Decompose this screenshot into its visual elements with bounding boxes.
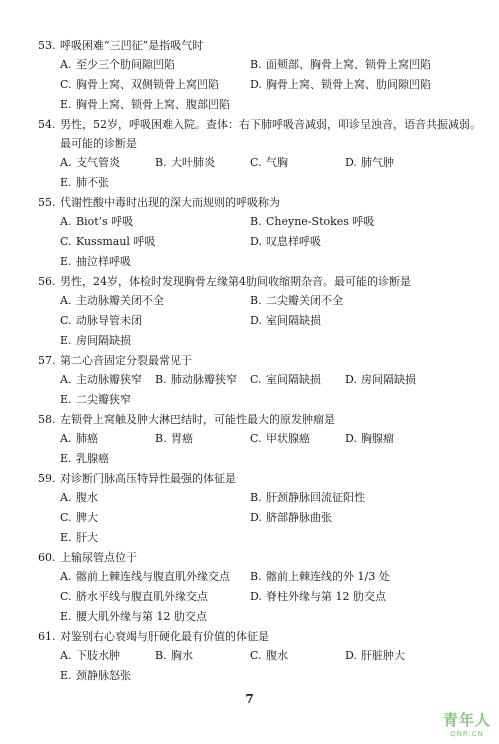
question-item: [38, 548, 468, 627]
question-stem: [38, 193, 468, 212]
option-letter: E.: [60, 393, 72, 406]
question-stem: [38, 36, 468, 55]
answer-option: [60, 488, 250, 508]
option-list: [38, 567, 468, 627]
answer-option: [155, 646, 250, 666]
answer-option: [250, 153, 345, 173]
option-text: 胸腺瘤: [361, 432, 394, 445]
question-number: 56.: [38, 275, 56, 288]
option-letter: E.: [60, 531, 72, 544]
option-letter: D.: [345, 649, 357, 662]
option-text: 房间隔缺损: [361, 373, 416, 386]
question-text: 第二心音固定分裂最常见于: [60, 354, 192, 367]
question-number: 60.: [38, 551, 56, 564]
answer-option: [60, 232, 250, 252]
answer-option: [60, 587, 250, 607]
option-text: 面颊部、胸骨上窝、锁骨上窝凹陷: [266, 58, 431, 71]
option-text: 肺气肿: [361, 156, 394, 169]
watermark-domain: QNR.CN: [450, 730, 484, 738]
option-letter: C.: [60, 235, 72, 248]
option-text: 脊柱外缘与第 12 肋交点: [266, 590, 386, 603]
option-text: 肝颈静脉回流征阳性: [266, 491, 365, 504]
option-text: 抽泣样呼吸: [76, 255, 131, 268]
option-letter: A.: [60, 294, 72, 307]
option-list: [38, 370, 468, 410]
option-text: 胃癌: [171, 432, 193, 445]
option-letter: C.: [60, 511, 72, 524]
answer-option: [345, 429, 440, 449]
option-text: 动脉导管未闭: [76, 314, 142, 327]
answer-option: [155, 370, 250, 390]
answer-option: [60, 311, 250, 331]
question-stem: [38, 548, 468, 567]
option-letter: C.: [250, 156, 262, 169]
question-text: 对诊断门脉高压特异性最强的体征是: [60, 472, 236, 485]
answer-option: [250, 75, 440, 95]
answer-option: [60, 291, 250, 311]
option-letter: B.: [155, 156, 167, 169]
option-text: 大叶肺炎: [171, 156, 215, 169]
option-letter: B.: [155, 373, 167, 386]
question-number: 53.: [38, 39, 56, 52]
answer-option: [60, 55, 250, 75]
option-letter: A.: [60, 373, 72, 386]
answer-option: [250, 291, 440, 311]
option-text: 叹息样呼吸: [266, 235, 321, 248]
page-number: 7: [245, 692, 254, 706]
option-text: 下肢水肿: [76, 649, 120, 662]
option-letter: A.: [60, 215, 72, 228]
option-list: [38, 153, 468, 193]
answer-option: [60, 607, 460, 627]
question-text: 代谢性酸中毒时出现的深大而规则的呼吸称为: [60, 196, 280, 209]
option-letter: B.: [250, 58, 262, 71]
question-item: [38, 272, 468, 351]
option-letter: A.: [60, 156, 72, 169]
option-list: [38, 646, 468, 686]
option-letter: C.: [250, 432, 262, 445]
answer-option: [250, 488, 440, 508]
question-stem: [38, 115, 481, 134]
answer-option: [60, 567, 250, 587]
option-text: 肝脏肿大: [361, 649, 405, 662]
option-letter: C.: [60, 314, 72, 327]
option-letter: A.: [60, 432, 72, 445]
question-text: 男性，24岁，体检时发现胸骨左缘第4肋间收缩期杂音。最可能的诊断是: [60, 275, 411, 288]
option-text: Biot’s 呼吸: [76, 215, 134, 228]
question-text: 上输尿管点位于: [60, 551, 137, 564]
answer-option: [250, 370, 345, 390]
answer-option: [60, 331, 460, 351]
question-stem: [38, 469, 468, 488]
option-letter: A.: [60, 58, 72, 71]
option-text: 室间隔缺损: [266, 314, 321, 327]
option-text: 肺不张: [76, 176, 109, 189]
option-text: 腰大肌外缘与第 12 肋交点: [76, 610, 207, 623]
option-text: 至少三个肋间隙凹陷: [76, 58, 175, 71]
answer-option: [60, 252, 460, 272]
option-text: 乳腺癌: [76, 452, 109, 465]
option-list: [38, 488, 468, 548]
question-number: 54.: [38, 118, 56, 131]
answer-option: [60, 75, 250, 95]
option-letter: E.: [60, 334, 72, 347]
question-number: 57.: [38, 354, 56, 367]
question-text: 左锁骨上窝触及肿大淋巴结时，可能性最大的原发肿瘤是: [60, 413, 335, 426]
option-text: 腹水: [266, 649, 288, 662]
question-stem: [38, 627, 468, 646]
question-stem: [38, 410, 468, 429]
question-list: [38, 36, 481, 686]
answer-option: [60, 666, 460, 686]
answer-option: [60, 646, 155, 666]
question-item: [38, 410, 468, 469]
option-letter: E.: [60, 452, 72, 465]
option-text: 髂前上棘连线的外 1/3 处: [266, 570, 390, 583]
answer-option: [345, 370, 440, 390]
option-letter: E.: [60, 669, 72, 682]
option-text: 二尖瓣狭窄: [76, 393, 131, 406]
option-letter: B.: [250, 215, 262, 228]
option-text: 胸骨上窝、锁骨上窝、腹部凹陷: [76, 98, 230, 111]
option-letter: A.: [60, 649, 72, 662]
option-text: Cheyne-Stokes 呼吸: [266, 215, 375, 228]
answer-option: [60, 173, 460, 193]
option-text: 肺癌: [76, 432, 98, 445]
option-text: 腹水: [76, 491, 98, 504]
answer-option: [250, 232, 440, 252]
option-letter: D.: [345, 156, 357, 169]
option-text: 二尖瓣关闭不全: [266, 294, 343, 307]
question-number: 58.: [38, 413, 56, 426]
answer-option: [60, 429, 155, 449]
question-text: 男性，52岁，呼吸困难入院。查体：右下肺呼吸音减弱，叩诊呈浊音，语音共振减弱。: [60, 118, 481, 131]
answer-option: [250, 311, 440, 331]
option-text: 气胸: [266, 156, 288, 169]
question-item: [38, 351, 468, 410]
answer-option: [60, 153, 155, 173]
option-letter: B.: [155, 432, 167, 445]
answer-option: [60, 508, 250, 528]
option-letter: E.: [60, 98, 72, 111]
answer-option: [250, 567, 440, 587]
answer-option: [60, 390, 460, 410]
answer-option: [250, 508, 440, 528]
answer-option: [250, 212, 440, 232]
question-text: 对鉴别右心衰竭与肝硬化最有价值的体征是: [60, 630, 269, 643]
option-list: [38, 55, 468, 115]
watermark-text: 青年人: [442, 711, 491, 729]
option-letter: D.: [250, 590, 262, 603]
answer-option: [345, 153, 440, 173]
answer-option: [60, 449, 460, 469]
option-letter: B.: [250, 294, 262, 307]
option-letter: D.: [250, 235, 262, 248]
option-text: 肝大: [76, 531, 98, 544]
question-text: 呼吸困难“三凹征”是指吸气时: [60, 39, 204, 52]
option-letter: C.: [250, 649, 262, 662]
option-text: 髂前上棘连线与腹直肌外缘交点: [76, 570, 230, 583]
question-stem: [38, 351, 468, 370]
option-letter: C.: [250, 373, 262, 386]
option-text: 室间隔缺损: [266, 373, 321, 386]
answer-option: [250, 55, 440, 75]
option-letter: E.: [60, 176, 72, 189]
option-text: 脾大: [76, 511, 98, 524]
answer-option: [60, 370, 155, 390]
answer-option: [250, 646, 345, 666]
question-item: [38, 115, 481, 193]
question-stem: [38, 272, 468, 291]
option-text: 胸水: [171, 649, 193, 662]
option-text: 胸骨上窝、双侧锁骨上窝凹陷: [76, 78, 219, 91]
answer-option: [250, 587, 440, 607]
option-letter: C.: [60, 590, 72, 603]
option-list: [38, 429, 468, 469]
option-text: Kussmaul 呼吸: [76, 235, 156, 248]
option-text: 脐水平线与腹直肌外缘交点: [76, 590, 208, 603]
option-letter: E.: [60, 255, 72, 268]
option-list: [38, 291, 468, 351]
answer-option: [155, 153, 250, 173]
question-text-continued: 最可能的诊断是: [60, 137, 137, 150]
option-letter: A.: [60, 570, 72, 583]
option-letter: D.: [250, 511, 262, 524]
option-text: 胸骨上窝、锁骨上窝、肋间隙凹陷: [266, 78, 431, 91]
question-item: [38, 469, 468, 548]
option-text: 主动脉瓣狭窄: [76, 373, 142, 386]
option-text: 脐部静脉曲张: [266, 511, 332, 524]
question-item: [38, 36, 468, 115]
option-letter: B.: [155, 649, 167, 662]
answer-option: [60, 212, 250, 232]
option-letter: C.: [60, 78, 72, 91]
question-item: [38, 193, 468, 272]
option-text: 颈静脉怒张: [76, 669, 131, 682]
answer-option: [250, 429, 345, 449]
option-list: [38, 212, 468, 272]
option-text: 甲状腺癌: [266, 432, 310, 445]
question-number: 55.: [38, 196, 56, 209]
answer-option: [155, 429, 250, 449]
option-letter: E.: [60, 610, 72, 623]
option-text: 主动脉瓣关闭不全: [76, 294, 164, 307]
option-letter: D.: [345, 373, 357, 386]
option-letter: D.: [250, 78, 262, 91]
option-letter: A.: [60, 491, 72, 504]
option-text: 支气管炎: [76, 156, 120, 169]
answer-option: [60, 528, 460, 548]
question-number: 59.: [38, 472, 56, 485]
answer-option: [345, 646, 440, 666]
question-item: [38, 627, 468, 686]
option-letter: B.: [250, 570, 262, 583]
option-letter: D.: [345, 432, 357, 445]
question-number: 61.: [38, 630, 56, 643]
watermark-logo: [443, 709, 491, 738]
answer-option: [60, 95, 460, 115]
option-text: 肺动脉瓣狭窄: [171, 373, 237, 386]
option-letter: D.: [250, 314, 262, 327]
option-text: 房间隔缺损: [76, 334, 131, 347]
option-letter: B.: [250, 491, 262, 504]
